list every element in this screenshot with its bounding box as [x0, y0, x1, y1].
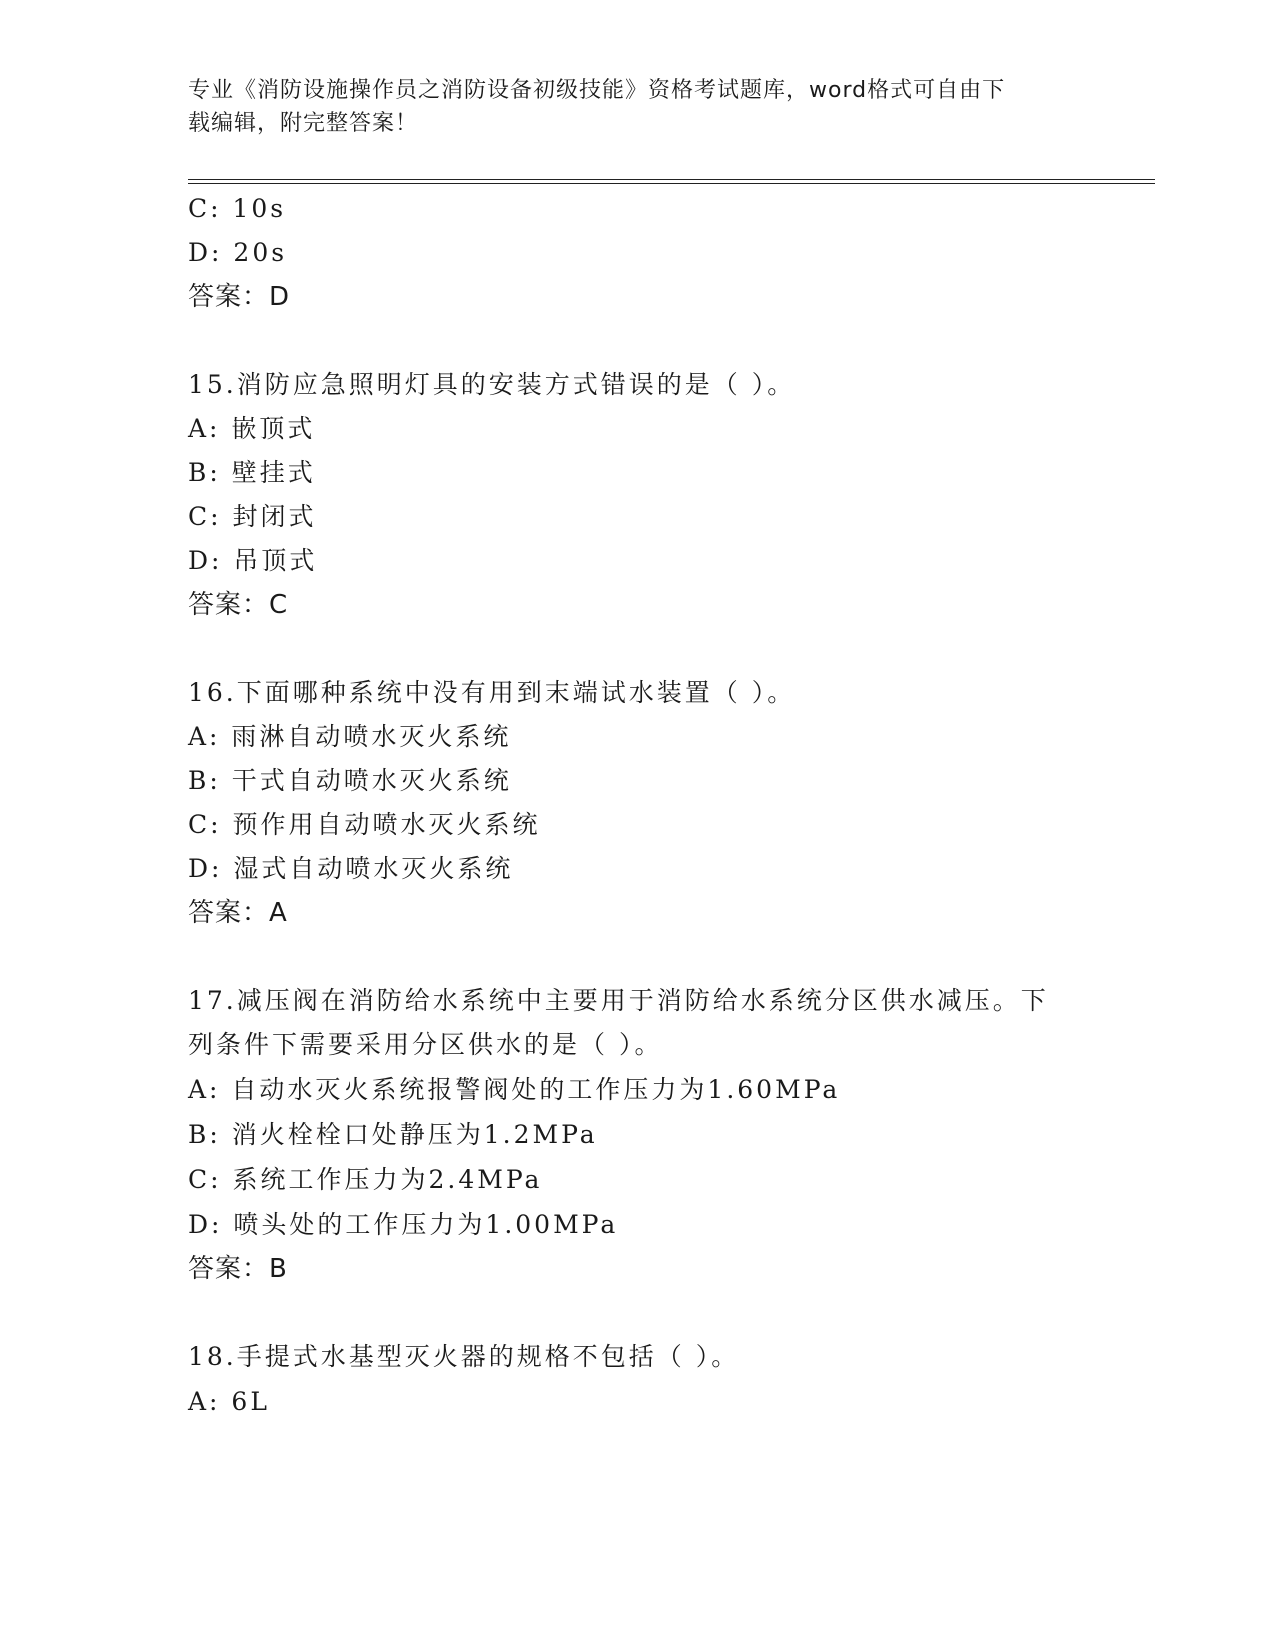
q18-stem: 18.手提式水基型灭火器的规格不包括（ ）。 — [188, 1342, 740, 1371]
header-divider-bottom — [188, 183, 1155, 184]
header-line-2: 载编辑，附完整答案！ — [188, 111, 419, 136]
header-line-1: 专业《消防设施操作员之消防设备初级技能》资格考试题库，word格式可自由下 — [188, 78, 1006, 103]
q16-option-c: C: 预作用自动喷水灭火系统 — [188, 810, 541, 839]
q16-answer: 答案：A — [188, 898, 288, 928]
q14-option-d: D: 20s — [188, 238, 288, 267]
q16-option-a: A: 雨淋自动喷水灭火系统 — [188, 722, 512, 751]
q17-stem-line-1: 17.减压阀在消防给水系统中主要用于消防给水系统分区供水减压。下 — [188, 986, 1049, 1015]
q17-stem-line-2: 列条件下需要采用分区供水的是（ ）。 — [188, 1030, 663, 1059]
q17-option-a: A: 自动水灭火系统报警阀处的工作压力为1.60MPa — [188, 1075, 841, 1104]
document-header — [188, 74, 1088, 140]
q15-option-a: A: 嵌顶式 — [188, 414, 316, 443]
q15-option-b: B: 壁挂式 — [188, 458, 316, 487]
q14-answer: 答案：D — [188, 282, 291, 312]
q15-option-d: D: 吊顶式 — [188, 546, 318, 575]
q14-option-c: C: 10s — [188, 194, 287, 223]
q15-stem: 15.消防应急照明灯具的安装方式错误的是（ ）。 — [188, 370, 796, 399]
q17-answer: 答案：B — [188, 1254, 288, 1284]
q16-option-b: B: 干式自动喷水灭火系统 — [188, 766, 512, 795]
q16-option-d: D: 湿式自动喷水灭火系统 — [188, 854, 514, 883]
q16-stem: 16.下面哪种系统中没有用到末端试水装置（ ）。 — [188, 678, 796, 707]
q18-option-a: A: 6L — [188, 1387, 270, 1416]
q15-option-c: C: 封闭式 — [188, 502, 317, 531]
q17-option-b: B: 消火栓栓口处静压为1.2MPa — [188, 1120, 598, 1149]
q15-answer: 答案：C — [188, 590, 289, 620]
q17-option-d: D: 喷头处的工作压力为1.00MPa — [188, 1210, 619, 1239]
q17-option-c: C: 系统工作压力为2.4MPa — [188, 1165, 543, 1194]
header-divider-top — [188, 179, 1155, 180]
